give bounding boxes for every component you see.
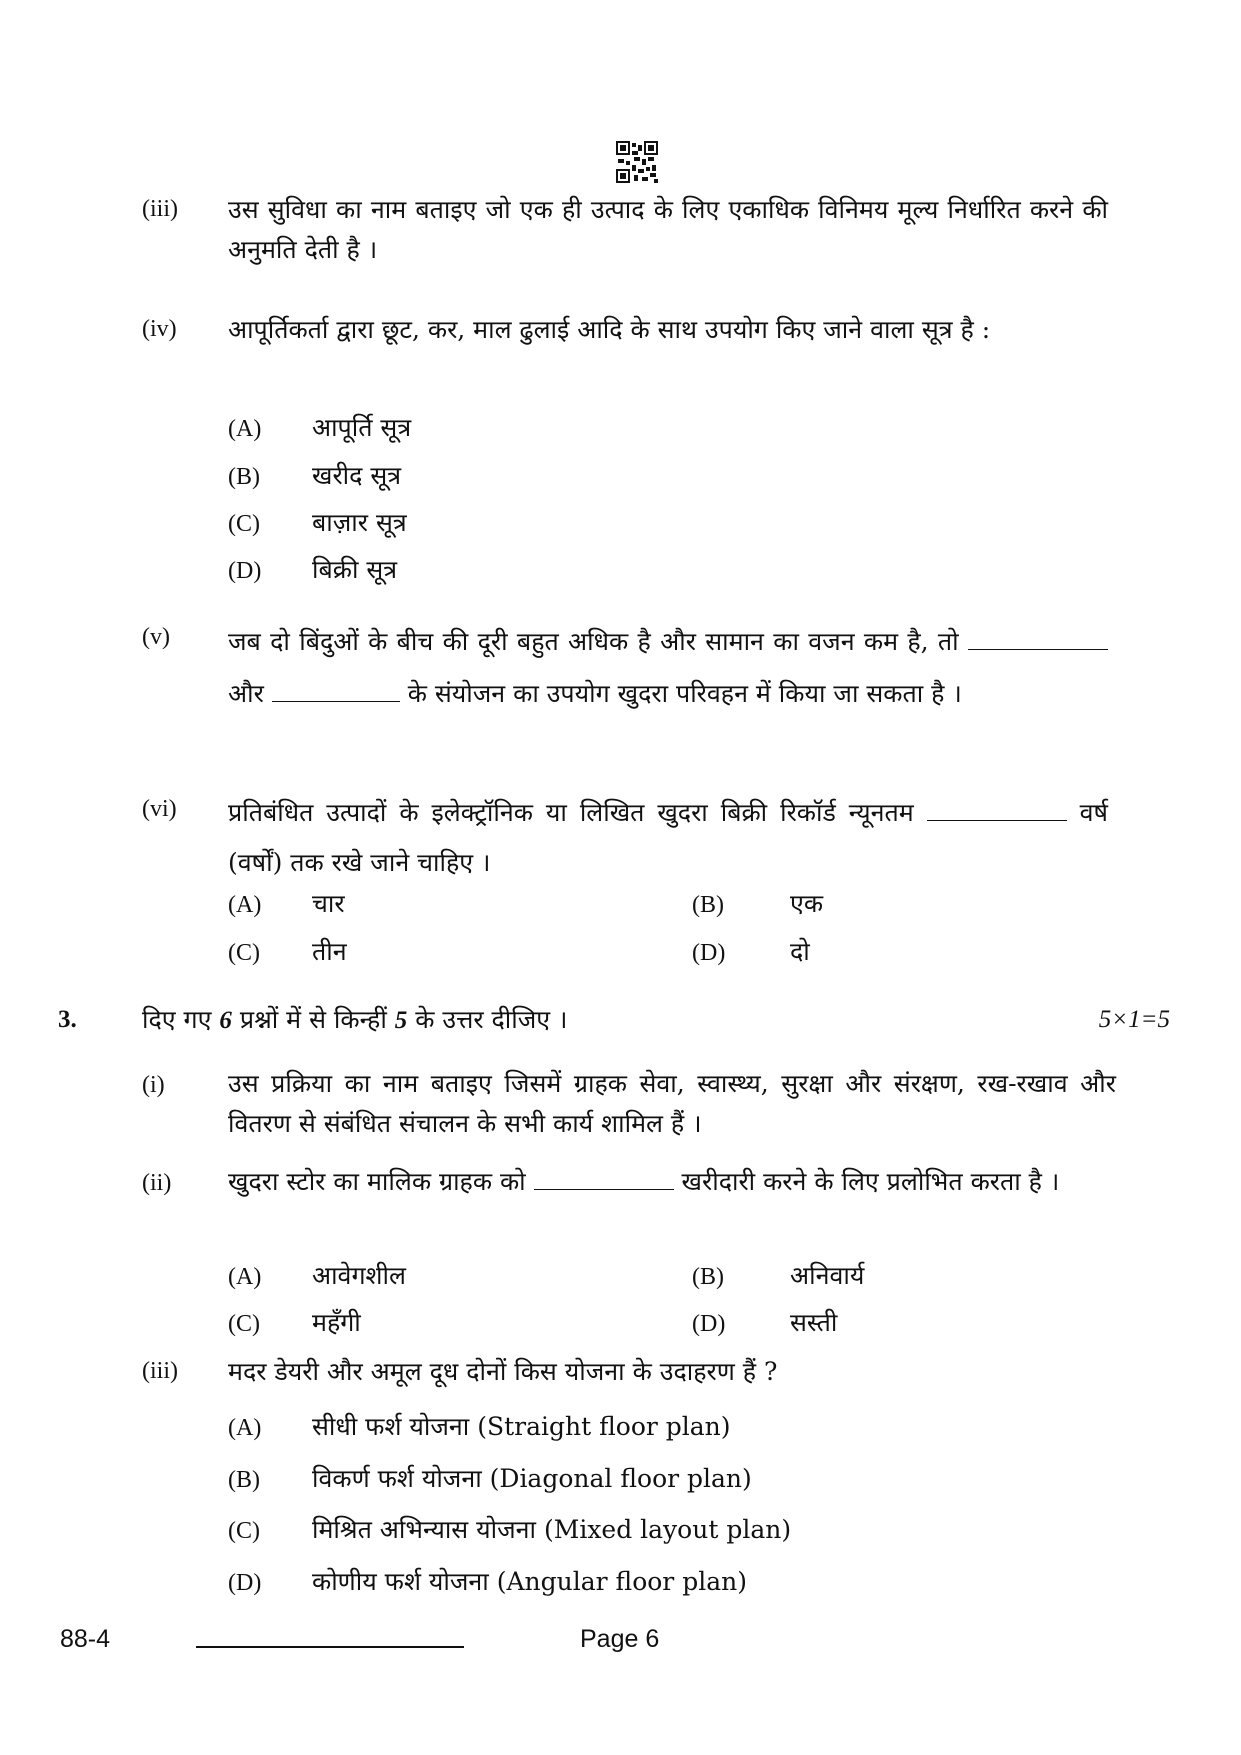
q2-vi-option-c-text: तीन [312, 937, 347, 966]
q2-iv-option-c-text: बाज़ार सूत्र [312, 508, 407, 537]
q3-instruction-n2: 5 [394, 1007, 408, 1034]
q2-vi-option-d-text: दो [790, 937, 810, 966]
q3-instruction-b: प्रश्नों में से किन्हीं [239, 1005, 387, 1034]
paper-code: 88-4 [60, 1625, 111, 1653]
q3-ii-option-a-text: आवेगशील [312, 1261, 406, 1290]
q2-iv-number: (iv) [142, 316, 177, 342]
q3-ii-option-a-label: (A) [228, 1264, 262, 1290]
q3-iii-option-a-text: सीधी फर्श योजना (Straight floor plan) [312, 1412, 731, 1441]
q2-iv-option-b-label: (B) [228, 464, 260, 490]
q2-v-text-b: और [228, 679, 264, 708]
q2-v-text-a: जब दो बिंदुओं के बीच की दूरी बहुत अधिक है और सामान का वजन कम है, तो [228, 627, 959, 656]
q2-vi-option-d-label: (D) [692, 940, 726, 966]
q2-v-number: (v) [142, 624, 170, 650]
q3-ii-text-b: खरीदारी करने के लिए प्रलोभित करता है । [681, 1167, 1060, 1196]
q3-instruction-a: दिए गए [142, 1005, 212, 1034]
q3-iii-number: (iii) [142, 1358, 178, 1384]
q2-vi-option-a-label: (A) [228, 892, 262, 918]
q3-ii-number: (ii) [142, 1170, 172, 1196]
q3-ii-option-b-text: अनिवार्य [790, 1261, 865, 1290]
q3-instruction-c: के उत्तर दीजिए । [415, 1005, 568, 1034]
footer-divider [196, 1646, 464, 1648]
q2-iii-text: उस सुविधा का नाम बताइए जो एक ही उत्पाद के लिए एकाधिक विनिमय मूल्य निर्धारित करने की अनुमति देती है । [228, 195, 1108, 264]
q3-number: 3. [58, 1006, 77, 1033]
q3-ii-option-d-text: सस्ती [790, 1308, 838, 1337]
q2-iv-option-a-label: (A) [228, 416, 262, 442]
qr-code-icon [616, 141, 658, 183]
q3-ii-option-c-text: महँगी [312, 1308, 361, 1337]
q2-vi-text [228, 788, 1108, 888]
q3-ii-blank [534, 1163, 674, 1190]
q3-ii-option-c-label: (C) [228, 1311, 260, 1337]
q3-iii-option-b-label: (B) [228, 1467, 260, 1493]
q2-v-text-c: के संयोजन का उपयोग खुदरा परिवहन में किया जा सकता है । [407, 679, 962, 708]
q2-vi-text-b: वर्ष (वर्षों) तक रखे जाने चाहिए । [228, 798, 1109, 877]
q3-i-text: उस प्रक्रिया का नाम बताइए जिसमें ग्राहक सेवा, स्वास्थ्य, सुरक्षा और संरक्षण, रख-रखाव और वितरण से संबंधित संचालन के सभी कार्य शामिल हैं । [228, 1069, 1116, 1138]
q3-ii-text-a: खुदरा स्टोर का मालिक ग्राहक को [228, 1167, 526, 1196]
q2-iv-option-c-label: (C) [228, 511, 260, 537]
q3-iii-option-c-label: (C) [228, 1518, 260, 1544]
q2-vi-option-a-text: चार [312, 889, 345, 918]
q2-vi-number: (vi) [142, 796, 177, 822]
q2-vi-option-b-text: एक [790, 889, 824, 918]
q3-ii-option-d-label: (D) [692, 1311, 726, 1337]
page-number: Page 6 [580, 1625, 660, 1653]
q3-marks: 5×1=5 [1098, 1006, 1170, 1033]
q2-v-blank-2 [272, 675, 400, 702]
q3-iii-option-c-text: मिश्रित अभिन्यास योजना (Mixed layout plan) [312, 1515, 792, 1544]
q2-iv-option-a-text: आपूर्ति सूत्र [312, 413, 412, 442]
q3-iii-text: मदर डेयरी और अमूल दूध दोनों किस योजना के उदाहरण हैं ? [228, 1357, 778, 1386]
q2-vi-text-a: प्रतिबंधित उत्पादों के इलेक्ट्रॉनिक या लिखित खुदरा बिक्री रिकॉर्ड न्यूनतम [228, 798, 914, 827]
q3-iii-option-d-text: कोणीय फर्श योजना (Angular floor plan) [312, 1567, 747, 1596]
q2-vi-option-c-label: (C) [228, 940, 260, 966]
q2-iv-option-d-text: बिक्री सूत्र [312, 555, 398, 584]
q2-v-blank-1 [968, 623, 1108, 650]
q3-instruction [142, 1000, 568, 1041]
q2-vi-blank [927, 794, 1067, 821]
q2-iv-option-d-label: (D) [228, 558, 262, 584]
q2-v-text [228, 616, 1108, 720]
q3-iii-option-a-label: (A) [228, 1415, 262, 1441]
q3-instruction-n1: 6 [219, 1007, 232, 1034]
q2-iii-number: (iii) [142, 196, 178, 222]
q3-ii-text [228, 1162, 1108, 1202]
q2-iv-text: आपूर्तिकर्ता द्वारा छूट, कर, माल ढुलाई आदि के साथ उपयोग किए जाने वाला सूत्र है : [228, 315, 991, 344]
q3-iii-option-b-text: विकर्ण फर्श योजना (Diagonal floor plan) [312, 1464, 752, 1493]
q2-vi-option-b-label: (B) [692, 892, 724, 918]
q3-ii-option-b-label: (B) [692, 1264, 724, 1290]
q2-iv-option-b-text: खरीद सूत्र [312, 461, 402, 490]
q3-iii-option-d-label: (D) [228, 1570, 262, 1596]
q3-i-number: (i) [142, 1072, 165, 1098]
